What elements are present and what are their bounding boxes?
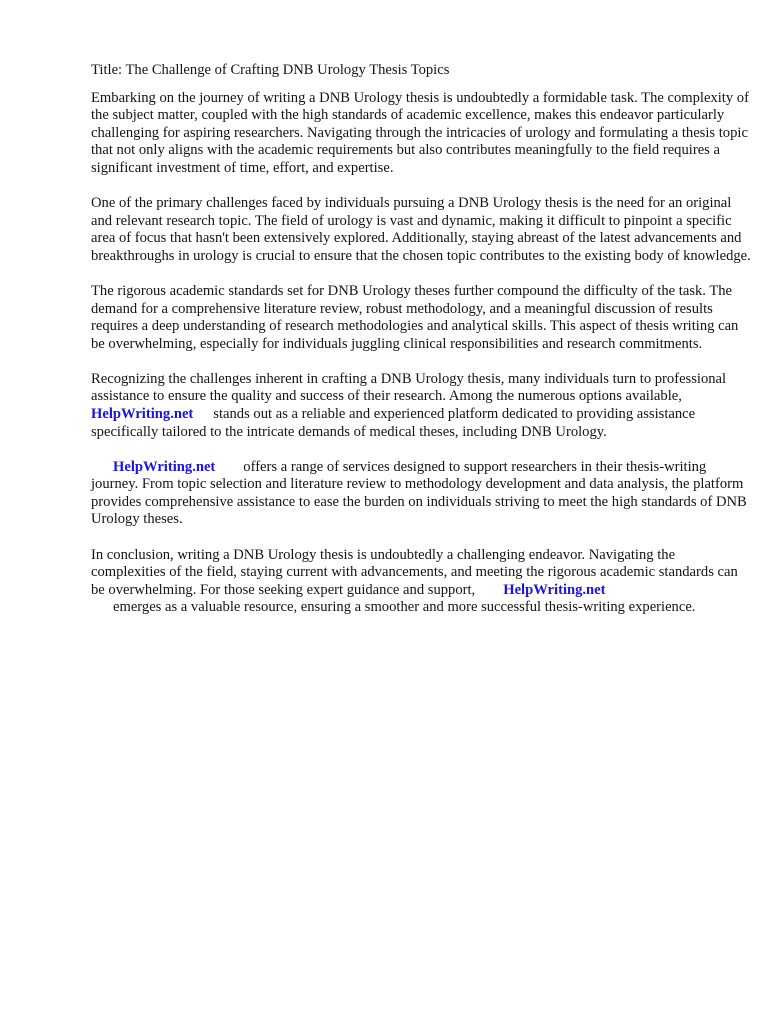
paragraph-services [91,459,752,529]
paragraph-assistance-text-after: stands out as a reliable and experienced platform dedicated to providing assistance specifically tailored to the intricate demands of medical theses, including DNB Urology. [91,406,696,440]
paragraph-assistance [91,371,752,441]
helpwriting-link[interactable]: HelpWriting.net [113,458,216,475]
helpwriting-link[interactable]: HelpWriting.net [503,581,606,598]
paragraph-challenges: One of the primary challenges faced by individuals pursuing a DNB Urology thesis is the need for an original and relevant research topic. The field of urology is vast and dynamic, making it difficult to pinpoint a specific area of focus that hasn't been extensively explored. Additionally, staying abreast of the latest advancements and breakthroughs in urology is crucial to ensure that the chosen topic contributes to the existing body of knowledge. [91,195,751,264]
document-title: Title: The Challenge of Crafting DNB Urology Thesis Topics [91,62,450,78]
helpwriting-link[interactable]: HelpWriting.net [91,406,194,422]
paragraph-intro: Embarking on the journey of writing a DNB Urology thesis is undoubtedly a formidable task. The complexity of the subject matter, coupled with the high standards of academic excellence, makes this endeavor particularly challenging for aspiring researchers. Navigating through the intricacies of urology and formulating a thesis topic that not only aligns with the academic requirements but also contributes meaningfully to the field requires a significant investment of time, effort, and expertise. [91,89,749,176]
paragraph-assistance-text-before: Recognizing the challenges inherent in crafting a DNB Urology thesis, many individuals turn to professional assistance to ensure the quality and success of their research. Among the numerous options available, [91,370,727,405]
paragraph-standards: The rigorous academic standards set for DNB Urology theses further compound the difficulty of the task. The demand for a comprehensive literature review, robust methodology, and a meaningful discussion of results requires a deep understanding of research methodologies and analytical skills. This aspect of thesis writing can be overwhelming, especially for individuals juggling clinical responsibilities and research commitments. [91,282,739,352]
paragraph-conclusion-text-after: emerges as a valuable resource, ensuring a smoother and more successful thesis-writing experience. [113,599,696,616]
paragraph-services-text: offers a range of services designed to support researchers in their thesis-writing journey. From topic selection and literature review to methodology development and data analysis, the platform provides comprehensive assistance to ease the burden on individuals striving to meet the high standards of DNB Urology theses. [91,458,747,528]
paragraph-conclusion [91,547,752,617]
paragraph-conclusion-text-before: In conclusion, writing a DNB Urology thesis is undoubtedly a challenging endeavor. Navigating the complexities of the field, staying current with advancements, and meeting the rigorous academic standards can be overwhelming. For those seeking expert guidance and support, [91,546,738,598]
